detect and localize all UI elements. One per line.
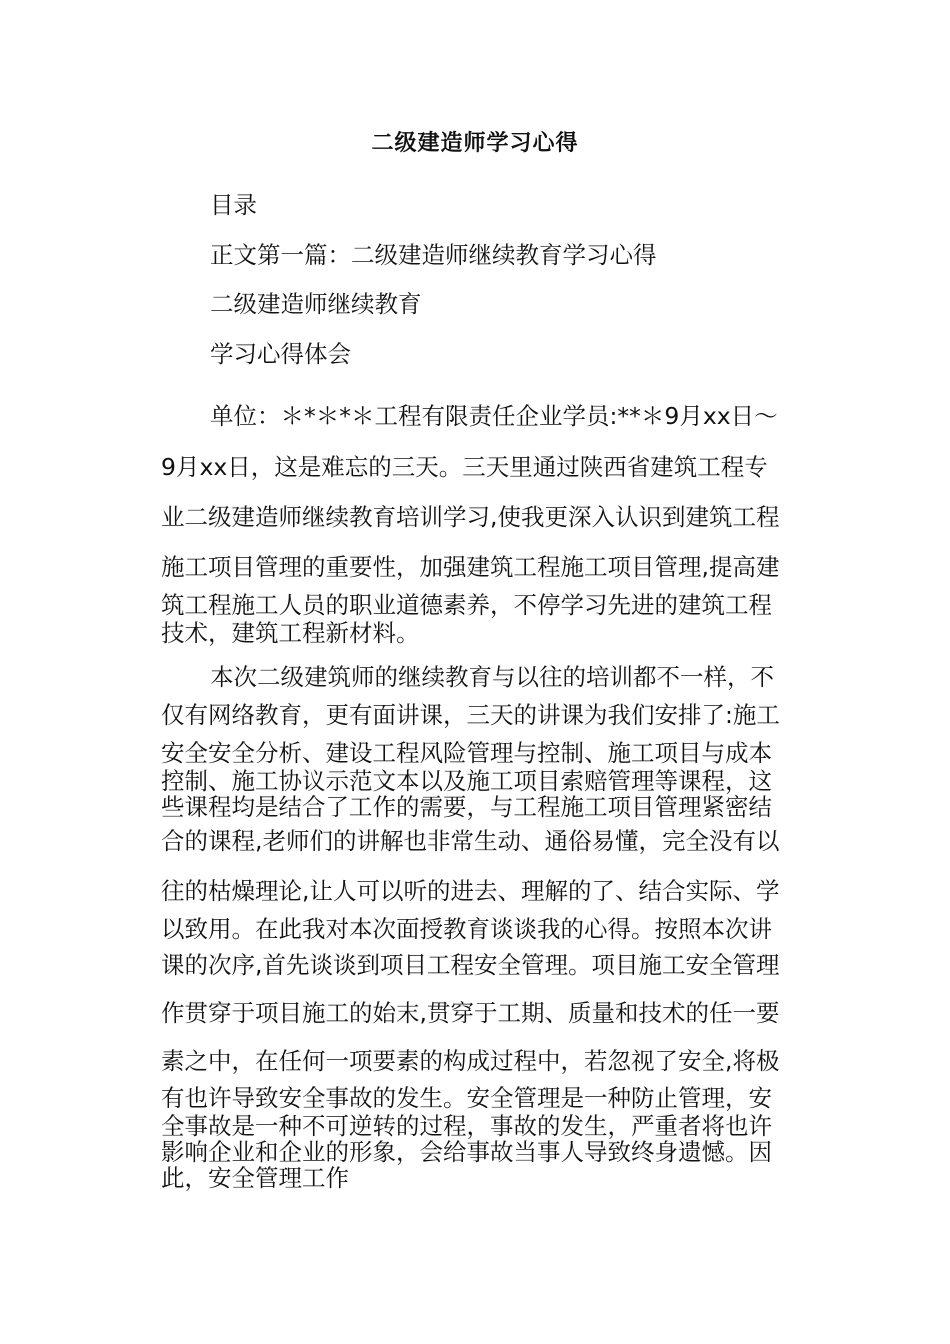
body-line: 业二级建造师继续教育培训学习,使我更深入认识到建筑工程 [161, 503, 780, 531]
document-title: 二级建造师学习心得 [371, 131, 579, 156]
toc-entry: 正文第一篇：二级建造师继续教育学习心得 [210, 241, 657, 269]
body-line: 往的枯燥理论,让人可以听的进去、理解的了、结合实际、学 [161, 877, 780, 905]
subtitle-line-2: 学习心得体会 [210, 340, 351, 368]
body-line: 此，安全管理工作 [161, 1164, 349, 1192]
body-line: 控制、施工协议示范文本以及施工项目索赔管理等课程，这 [161, 767, 772, 795]
body-line: 技术，建筑工程新材料。 [161, 619, 420, 647]
body-line: 仅有网络教育，更有面讲课，三天的讲课为我们安排了:施工 [161, 701, 780, 729]
body-line: 本次二级建筑师的继续教育与以往的培训都不一样，不 [210, 663, 774, 691]
body-line: 单位：＊*＊*＊工程有限责任企业学员:**＊9月xx日～ [210, 402, 778, 430]
body-line: 作贯穿于项目施工的始末,贯穿于工期、质量和技术的任一要 [161, 999, 780, 1027]
body-line: 安全安全分析、建设工程风险管理与控制、施工项目与成本 [161, 739, 772, 767]
body-line: 些课程均是结合了工作的需要，与工程施工项目管理紧密结 [161, 793, 772, 821]
body-line: 素之中，在任何一项要素的构成过程中，若忽视了安全,将极 [161, 1047, 780, 1075]
body-line: 以致用。在此我对本次面授教育谈谈我的心得。按照本次讲 [161, 915, 772, 943]
body-line: 9月xx日，这是难忘的三天。三天里通过陕西省建筑工程专 [161, 453, 768, 481]
toc-label: 目录 [210, 191, 257, 219]
body-line: 课的次序,首先谈谈到项目工程安全管理。项目施工安全管理 [161, 951, 780, 979]
subtitle-line-1: 二级建造师继续教育 [210, 290, 422, 318]
body-line: 筑工程施工人员的职业道德素养，不停学习先进的建筑工程 [161, 591, 772, 619]
body-line: 影响企业和企业的形象，会给事故当事人导致终身遗憾。因 [161, 1138, 772, 1166]
body-line: 有也许导致安全事故的发生。安全管理是一种防止管理，安 [161, 1084, 772, 1112]
body-line: 施工项目管理的重要性，加强建筑工程施工项目管理,提高建 [161, 553, 780, 581]
body-line: 合的课程,老师们的讲解也非常生动、通俗易懂，完全没有以 [161, 827, 780, 855]
body-line: 全事故是一种不可逆转的过程，事故的发生，严重者将也许 [161, 1112, 772, 1140]
